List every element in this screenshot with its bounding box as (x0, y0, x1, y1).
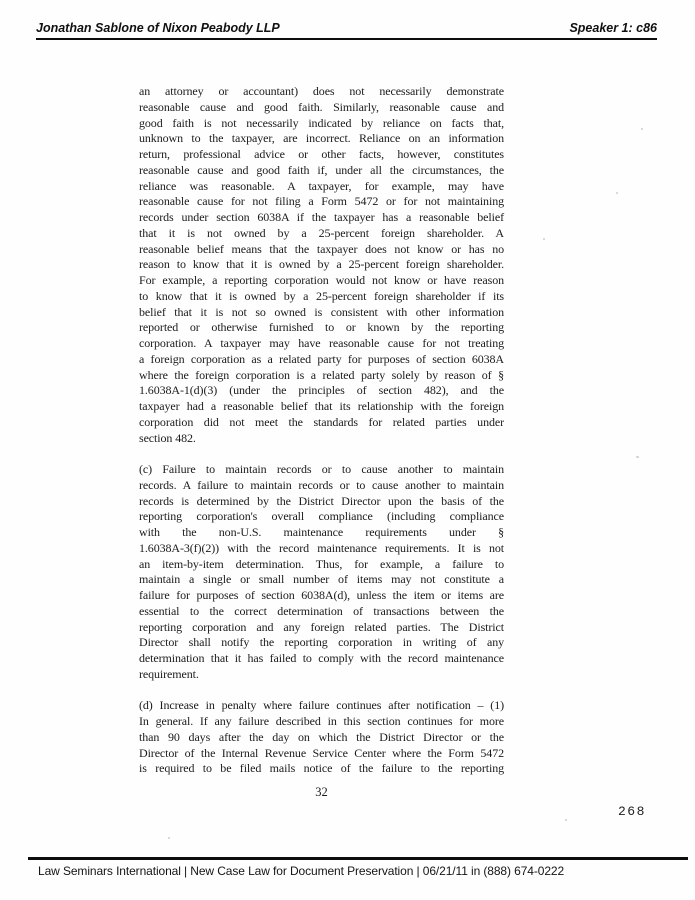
text-line: than 90 days after the day on which the District Director or the (139, 729, 504, 744)
scan-speck (636, 456, 639, 458)
text-line: For example, a reporting corporation would not know or have reason (139, 273, 504, 287)
text-line: requirement. (139, 666, 199, 681)
text-line: reporting corporation's overall compliance (including compliance (139, 509, 504, 524)
text-line: records. A failure to maintain records or to cause another to maintain (139, 477, 504, 492)
text-line: Director of the Internal Revenue Service Center where the Form 5472 (139, 745, 504, 760)
text-line: records under section 6038A if the taxpayer has a reasonable belief (139, 210, 504, 224)
page-number: 32 (315, 785, 328, 799)
scan-speck (168, 837, 170, 839)
text-line: records is determined by the District Director upon the basis of the (139, 493, 504, 508)
text-line: corporation did not meet the standards for related parties under (139, 414, 504, 429)
paragraph (139, 462, 504, 683)
text-line: 1.6038A-3(f)(2)) with the record maintenance requirements. It is not (139, 540, 504, 555)
text-line: (d) Increase in penalty where failure continues after notification – (1) (139, 698, 504, 713)
text-line: with the non-U.S. maintenance requirements under § (139, 525, 504, 539)
text-line: reporting corporation and any foreign related parties. The District (139, 619, 504, 634)
text-line: maintain a single or small number of items may not constitute a (139, 572, 504, 587)
scan-speck (543, 238, 545, 240)
text-line: failure for purposes of section 6038A(d), unless the item or items are (139, 588, 504, 602)
text-line: corporation. A taxpayer may have reasonable cause for not treating (139, 336, 504, 350)
text-line: belief that it is not so owned is consistent with other information (139, 304, 504, 319)
text-line: good faith is not necessarily indicated by reliance on facts that, (139, 115, 504, 130)
page-header (36, 21, 657, 40)
paragraph (139, 698, 504, 777)
text-line: reasonable belief means that the taxpayer does not know or has no (139, 241, 504, 256)
text-line: where the foreign corporation is a related party solely by reason of § (139, 367, 504, 382)
text-line: a foreign corporation as a related party for purposes of section 6038A (139, 351, 504, 366)
bates-number: 268 (618, 804, 646, 819)
footer-rule (28, 857, 688, 860)
text-line: determination that it has failed to comply with the record maintenance (139, 651, 504, 665)
text-line: (c) Failure to maintain records or to cause another to maintain (139, 462, 504, 476)
text-line: section 482. (139, 430, 196, 445)
text-line: 1.6038A-1(d)(3) (under the principles of section 482), and the (139, 383, 504, 398)
text-line: to know that it is owned by a 25-percent foreign shareholder if its (139, 288, 504, 303)
header-author: Jonathan Sablone of Nixon Peabody LLP (36, 21, 280, 35)
text-line: return, professional advice or other facts, however, constitutes (139, 147, 504, 161)
text-line: taxpayer had a reasonable belief that its relationship with the foreign (139, 399, 504, 413)
text-line: reasonable cause for not filing a Form 5472 or for not maintaining (139, 194, 504, 209)
footer-text: Law Seminars International | New Case Law for Document Preservation | 06/21/11 in (888) 674-0222 (38, 864, 565, 878)
text-line: Director shall notify the reporting corporation in writing of any (139, 635, 504, 650)
paragraph (139, 84, 504, 446)
text-line: reliance was reasonable. A taxpayer, for example, may have (139, 178, 504, 193)
text-line: reported or otherwise furnished to or known by the reporting (139, 320, 504, 335)
text-line: In general. If any failure described in this section continues for more (139, 714, 504, 728)
text-line: unknown to the taxpayer, are incorrect. Reliance on an information (139, 131, 504, 146)
text-line: that it is not owned by a 25-percent foreign shareholder. A (139, 225, 504, 240)
scan-speck (616, 192, 618, 194)
text-line: essential to the correct determination of transactions between the (139, 603, 504, 618)
text-line: reasonable cause and good faith. Similarly, reasonable cause and (139, 99, 504, 114)
text-line: reason to know that it is owned by a 25-percent foreign shareholder. (139, 257, 504, 272)
header-speaker-label: Speaker 1: c86 (569, 21, 657, 35)
scan-speck (641, 128, 643, 130)
text-line: an item-by-item determination. Thus, for example, a failure to (139, 556, 504, 571)
text-line: is required to be filed mails notice of the failure to the reporting (139, 761, 504, 776)
document-body (139, 84, 504, 793)
text-line: reasonable cause and good faith if, under all the circumstances, the (139, 162, 504, 177)
text-line: an attorney or accountant) does not necessarily demonstrate (139, 84, 504, 98)
scan-speck (565, 819, 567, 821)
